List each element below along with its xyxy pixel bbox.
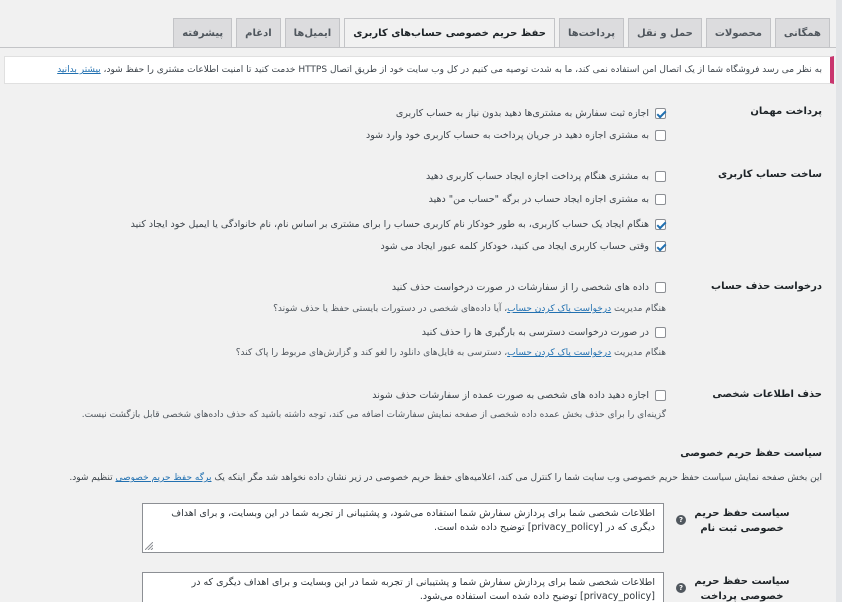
account-creation-option-4[interactable] bbox=[381, 241, 666, 252]
tab-7[interactable]: پیشرفته bbox=[173, 18, 232, 47]
personal-data-option[interactable] bbox=[372, 390, 666, 401]
personal-data-removal-label: حذف اطلاعات شخصی bbox=[712, 389, 822, 400]
textarea-content: اطلاعات شخصی شما برای پردازش سفارش شما استفاده می‌شود، و پشتیبانی از تجربه شما در این وبسایت، و برای اهداف دیگری که در [privacy_policy] توضیح داده شده است. bbox=[171, 508, 655, 533]
personal-data-desc: گزینه‌ای را برای حذف بخش عمده داده شخصی از صفحه نمایش سفارشات اضافه می کند، توجه داشته باشید که حذف داده‌های شخصی قابل بازگشت نیست. bbox=[81, 410, 666, 420]
option-label: به مشتری اجازه دهید در جریان پرداخت به حساب کاربری خود وارد شود bbox=[366, 130, 649, 141]
option-label: داده های شخصی را از سفارشات در صورت درخواست حذف کنید bbox=[391, 282, 649, 293]
tabs-divider bbox=[0, 47, 836, 48]
account-creation-option-3[interactable] bbox=[131, 219, 666, 230]
checkbox-create-on-my-account[interactable] bbox=[655, 194, 666, 205]
tab-6[interactable]: ادغام bbox=[236, 18, 280, 47]
privacy-policy-desc bbox=[69, 473, 822, 483]
tab-3[interactable]: پرداخت‌ها bbox=[559, 18, 624, 47]
guest-checkout-label: پرداخت مهمان bbox=[750, 106, 822, 117]
option-label: به مشتری اجازه ایجاد حساب در برگه "حساب من" دهید bbox=[428, 194, 649, 205]
checkout-policy-label: سیاست حفظ حریم خصوصی پرداخت bbox=[694, 576, 790, 602]
https-warning-notice bbox=[4, 56, 834, 84]
checkbox-auto-password[interactable] bbox=[655, 241, 666, 252]
checkbox-bulk-remove[interactable] bbox=[655, 390, 666, 401]
account-creation-option-2[interactable] bbox=[429, 194, 666, 205]
erasure-desc-2 bbox=[236, 348, 666, 358]
checkout-policy-textarea[interactable] bbox=[142, 572, 664, 602]
help-icon[interactable]: ? bbox=[676, 515, 686, 525]
option-label: اجازه ثبت سفارش به مشتری‌ها دهید بدون نیاز به حساب کاربری bbox=[395, 108, 649, 119]
registration-policy-textarea[interactable] bbox=[142, 503, 664, 553]
tab-1[interactable]: محصولات bbox=[706, 18, 771, 47]
desc-text: ، دسترسی به فایل‌های دانلود را لغو کند و گزارش‌های مربوط را پاک کند؟ bbox=[235, 348, 508, 358]
tab-0[interactable]: همگانی bbox=[775, 18, 830, 47]
account-creation-option-1[interactable] bbox=[426, 171, 666, 182]
desc-text: هنگام مدیریت bbox=[614, 304, 666, 314]
option-label: به مشتری هنگام پرداخت اجازه ایجاد حساب کاربری دهید bbox=[426, 171, 649, 182]
privacy-page-link[interactable]: برگه حفظ حریم خصوصی bbox=[115, 473, 212, 483]
settings-tabs bbox=[173, 18, 830, 48]
option-label: وقتی حساب کاربری ایجاد می کنید، خودکار کلمه عبور ایجاد می شود bbox=[380, 241, 649, 252]
erasure-desc-1 bbox=[273, 304, 666, 314]
erasure-option-2[interactable] bbox=[422, 327, 666, 338]
checkbox-create-at-checkout[interactable] bbox=[655, 171, 666, 182]
desc-text: ، آیا داده‌های شخصی در دستورات بایستی حفظ یا حذف شوند؟ bbox=[273, 304, 508, 314]
guest-checkout-option-1[interactable] bbox=[396, 108, 666, 119]
registration-policy-label: سیاست حفظ حریم خصوصی ثبت نام bbox=[694, 508, 790, 534]
desc-text: هنگام مدیریت bbox=[614, 348, 666, 358]
window-edge bbox=[836, 0, 842, 602]
option-label: اجازه دهید داده های شخصی به صورت عمده از سفارشات حذف شوند bbox=[372, 390, 649, 401]
erasure-request-link-1[interactable]: درخواست پاک کردن حساب bbox=[507, 304, 612, 314]
erasure-option-1[interactable] bbox=[392, 282, 666, 293]
option-label: هنگام ایجاد یک حساب کاربری، به طور خودکار نام کاربری حساب را برای مشتری بر اساس نام، نام خانوادگی یا ایمیل خود ایجاد کنید bbox=[130, 219, 649, 230]
desc-text: این بخش صفحه نمایش سیاست حفظ حریم خصوصی وب سایت شما را کنترل می کند، اعلامیه‌های حفظ حریم خصوصی در زیر نشان داده نخواهد شد مگر اینکه یک bbox=[214, 473, 822, 483]
tab-4[interactable]: حفظ حریم خصوصی حساب‌های کاربری bbox=[344, 18, 555, 48]
erasure-requests-label: درخواست حذف حساب bbox=[711, 281, 822, 292]
guest-checkout-option-2[interactable] bbox=[366, 130, 666, 141]
erasure-request-link-2[interactable]: درخواست پاک کردن حساب bbox=[507, 348, 612, 358]
account-creation-label: ساخت حساب کاربری bbox=[718, 169, 822, 180]
checkbox-allow-guest[interactable] bbox=[655, 108, 666, 119]
privacy-policy-title: سیاست حفظ حریم خصوصی bbox=[680, 448, 822, 459]
help-icon[interactable]: ? bbox=[676, 583, 686, 593]
desc-text: تنظیم شود. bbox=[69, 473, 113, 483]
checkbox-login-during-checkout[interactable] bbox=[655, 130, 666, 141]
textarea-content: اطلاعات شخصی شما برای پردازش سفارش شما و پشتیبانی از تجربه شما در این وبسایت و برای اهداف دیگری که در [privacy_policy] توضیح داده شده است استفاده می‌شود. bbox=[191, 577, 655, 602]
tab-2[interactable]: حمل و نقل bbox=[628, 18, 702, 47]
option-label: در صورت درخواست دسترسی به بارگیری ها را حذف کنید bbox=[421, 327, 649, 338]
checkbox-remove-order-data[interactable] bbox=[655, 282, 666, 293]
checkbox-auto-username[interactable] bbox=[655, 219, 666, 230]
notice-text: به نظر می رسد فروشگاه شما از یک اتصال امن استفاده نمی کند، ما به شدت توصیه می کنیم در کل وب سایت خود از طریق اتصال HTTPS خدمت کنید تا امنیت اطلاعات مشتری را حفظ شود، bbox=[103, 65, 822, 75]
learn-more-link[interactable]: بیشتر بدانید bbox=[57, 65, 101, 75]
checkbox-remove-download-access[interactable] bbox=[655, 327, 666, 338]
resize-grip-icon[interactable] bbox=[145, 542, 153, 550]
tab-5[interactable]: ایمیل‌ها bbox=[285, 18, 341, 47]
